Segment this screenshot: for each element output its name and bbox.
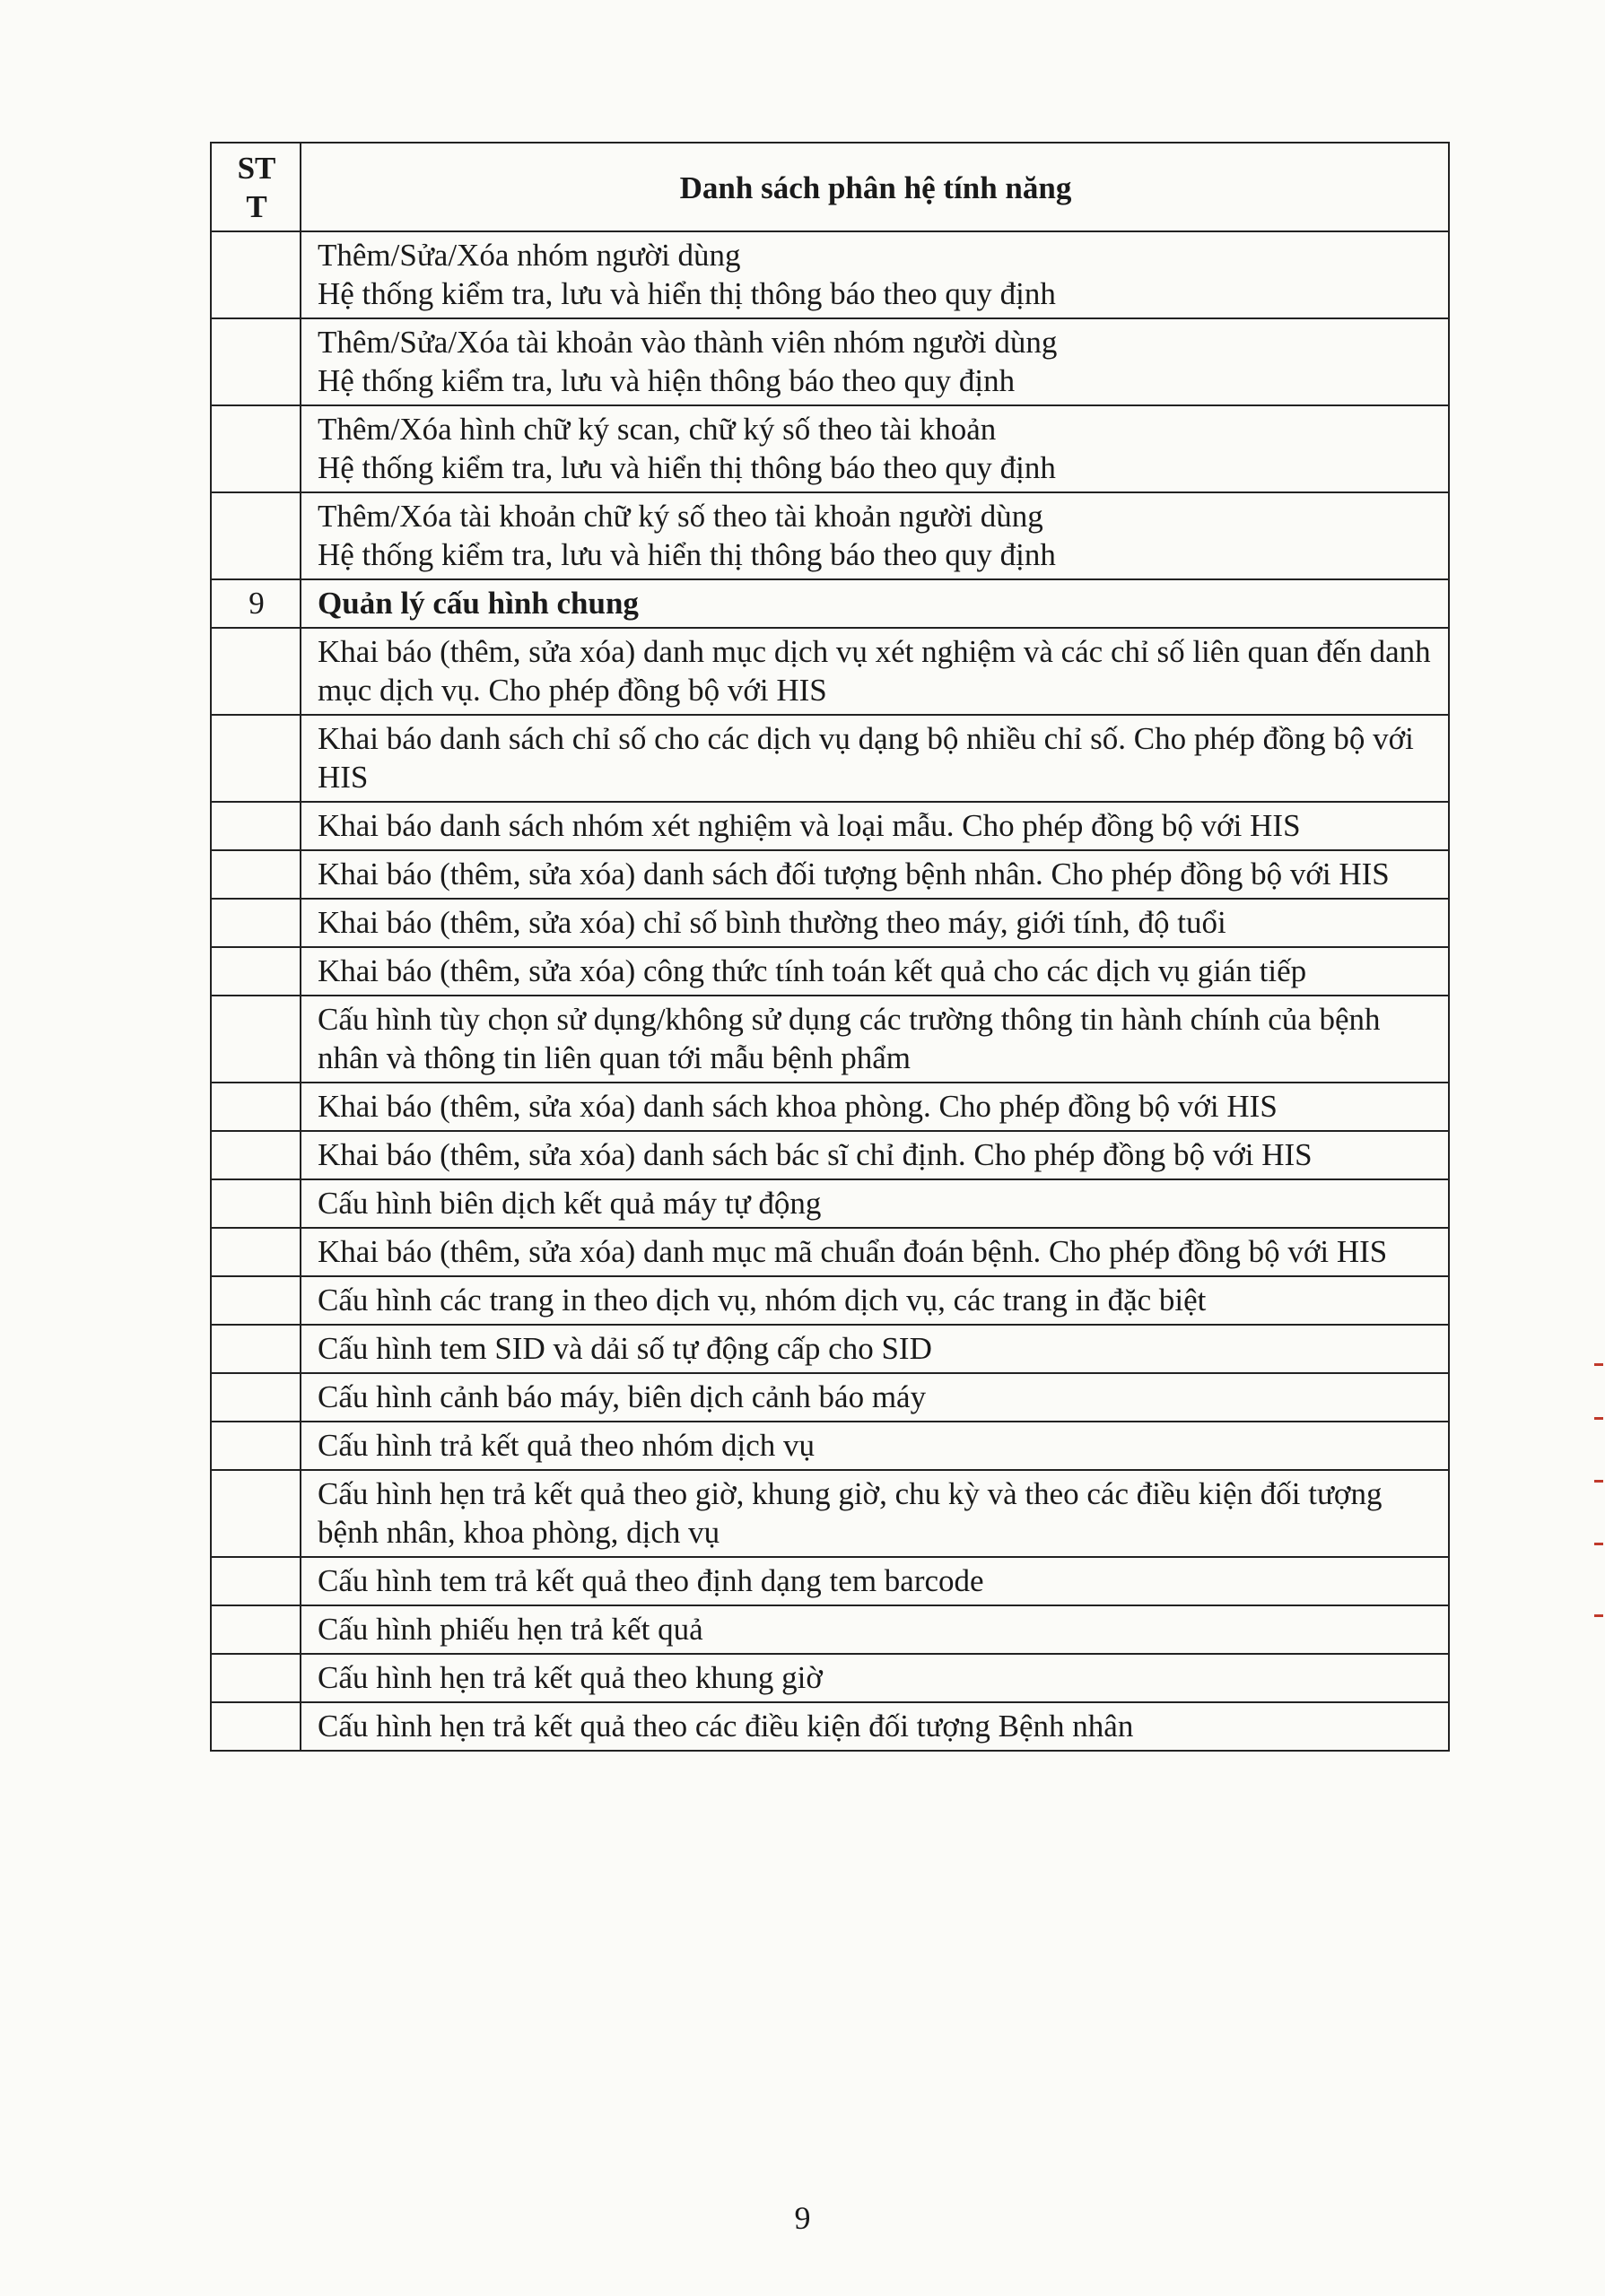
feature-text: Cấu hình cảnh báo máy, biên dịch cảnh báo máy xyxy=(318,1379,927,1414)
stt-cell xyxy=(211,1373,301,1422)
feature-cell xyxy=(301,715,1449,802)
stt-cell xyxy=(211,996,301,1083)
feature-cell xyxy=(301,996,1449,1083)
stt-cell xyxy=(211,1325,301,1373)
feature-cell xyxy=(301,1373,1449,1422)
table-row xyxy=(211,1702,1449,1751)
feature-text: Hệ thống kiểm tra, lưu và hiện thông báo theo quy định xyxy=(318,363,1016,398)
table-row xyxy=(211,405,1449,492)
table-row xyxy=(211,1083,1449,1131)
table-row xyxy=(211,492,1449,579)
feature-text: Khai báo danh sách chỉ số cho các dịch vụ dạng bộ nhiều chỉ số. Cho phép đồng bộ với HIS xyxy=(318,721,1414,795)
feature-text: Thêm/Xóa hình chữ ký scan, chữ ký số theo tài khoản xyxy=(318,412,997,447)
feature-cell xyxy=(301,1276,1449,1325)
stt-cell xyxy=(211,802,301,850)
stt-cell xyxy=(211,1228,301,1276)
feature-cell xyxy=(301,1422,1449,1470)
feature-cell xyxy=(301,1605,1449,1654)
stt-cell xyxy=(211,231,301,318)
stt-cell xyxy=(211,1422,301,1470)
feature-text: Khai báo (thêm, sửa xóa) danh sách khoa phòng. Cho phép đồng bộ với HIS xyxy=(318,1089,1278,1124)
feature-text: Thêm/Xóa tài khoản chữ ký số theo tài khoản người dùng xyxy=(318,499,1043,534)
feature-text: Khai báo (thêm, sửa xóa) danh mục dịch vụ xét nghiệm và các chỉ số liên quan đến danh mục dịch vụ. Cho phép đồng bộ với HIS xyxy=(318,634,1431,708)
table-row xyxy=(211,1228,1449,1276)
table-row xyxy=(211,1179,1449,1228)
stt-cell xyxy=(211,628,301,715)
feature-cell xyxy=(301,318,1449,405)
feature-text: Thêm/Sửa/Xóa tài khoản vào thành viên nhóm người dùng xyxy=(318,325,1058,360)
stt-cell xyxy=(211,1131,301,1179)
table-row xyxy=(211,628,1449,715)
table-row xyxy=(211,1557,1449,1605)
stt-cell xyxy=(211,1605,301,1654)
feature-text: Khai báo (thêm, sửa xóa) danh sách đối tượng bệnh nhân. Cho phép đồng bộ với HIS xyxy=(318,857,1390,891)
feature-text: Khai báo (thêm, sửa xóa) danh mục mã chuẩn đoán bệnh. Cho phép đồng bộ với HIS xyxy=(318,1234,1388,1269)
table-row xyxy=(211,850,1449,899)
feature-cell xyxy=(301,802,1449,850)
table-row xyxy=(211,1325,1449,1373)
stt-cell xyxy=(211,899,301,947)
page-number: 9 xyxy=(794,2200,811,2236)
feature-cell xyxy=(301,1654,1449,1702)
stt-cell xyxy=(211,492,301,579)
table-row xyxy=(211,1131,1449,1179)
feature-cell xyxy=(301,1131,1449,1179)
stt-cell xyxy=(211,1276,301,1325)
feature-text: Khai báo (thêm, sửa xóa) danh sách bác sĩ chỉ định. Cho phép đồng bộ với HIS xyxy=(318,1137,1313,1172)
table-row xyxy=(211,947,1449,996)
feature-cell xyxy=(301,405,1449,492)
feature-cell xyxy=(301,947,1449,996)
table-body xyxy=(211,231,1449,1751)
feature-cell xyxy=(301,492,1449,579)
feature-text: Cấu hình biên dịch kết quả máy tự động xyxy=(318,1186,822,1221)
feature-cell xyxy=(301,1228,1449,1276)
feature-cell xyxy=(301,628,1449,715)
feature-cell xyxy=(301,850,1449,899)
feature-text: Quản lý cấu hình chung xyxy=(318,586,639,621)
feature-text: Cấu hình tem SID và dải số tự động cấp cho SID xyxy=(318,1331,932,1366)
feature-text: Cấu hình tùy chọn sử dụng/không sử dụng các trường thông tin hành chính của bệnh nhân và thông tin liên quan tới mẫu bệnh phẩm xyxy=(318,1002,1381,1075)
feature-cell xyxy=(301,1179,1449,1228)
stt-cell xyxy=(211,947,301,996)
feature-text: Hệ thống kiểm tra, lưu và hiển thị thông báo theo quy định xyxy=(318,537,1056,572)
table-row xyxy=(211,715,1449,802)
table-row xyxy=(211,231,1449,318)
table-row xyxy=(211,1470,1449,1557)
feature-text: Cấu hình hẹn trả kết quả theo giờ, khung giờ, chu kỳ và theo các điều kiện đối tượng bệnh nhân, khoa phòng, dịch vụ xyxy=(318,1476,1383,1550)
stt-cell xyxy=(211,1654,301,1702)
stt-cell: 9 xyxy=(211,579,301,628)
stt-cell xyxy=(211,1179,301,1228)
stt-cell xyxy=(211,1702,301,1751)
section-title-cell xyxy=(301,579,1449,628)
stt-cell xyxy=(211,850,301,899)
feature-cell xyxy=(301,1083,1449,1131)
feature-text: Cấu hình hẹn trả kết quả theo các điều kiện đối tượng Bệnh nhân xyxy=(318,1709,1134,1744)
table-row xyxy=(211,1654,1449,1702)
table-row xyxy=(211,1422,1449,1470)
feature-text: Hệ thống kiểm tra, lưu và hiển thị thông báo theo quy định xyxy=(318,450,1056,485)
table-row xyxy=(211,802,1449,850)
stt-cell xyxy=(211,715,301,802)
table-row xyxy=(211,996,1449,1083)
feature-text: Khai báo danh sách nhóm xét nghiệm và loại mẫu. Cho phép đồng bộ với HIS xyxy=(318,808,1301,843)
feature-text: Khai báo (thêm, sửa xóa) chỉ số bình thường theo máy, giới tính, độ tuổi xyxy=(318,905,1226,940)
feature-text: Cấu hình phiếu hẹn trả kết quả xyxy=(318,1612,703,1647)
table-row xyxy=(211,1605,1449,1654)
header-stt: STT xyxy=(211,143,301,231)
stt-cell xyxy=(211,1470,301,1557)
table-row xyxy=(211,1276,1449,1325)
feature-cell xyxy=(301,1325,1449,1373)
stamp-edge-mark xyxy=(1592,1363,1605,1650)
feature-cell xyxy=(301,231,1449,318)
table-row xyxy=(211,899,1449,947)
feature-cell xyxy=(301,1470,1449,1557)
feature-text: Khai báo (thêm, sửa xóa) công thức tính toán kết quả cho các dịch vụ gián tiếp xyxy=(318,953,1307,988)
table-row xyxy=(211,1373,1449,1422)
feature-text: Cấu hình tem trả kết quả theo định dạng tem barcode xyxy=(318,1563,984,1598)
feature-cell xyxy=(301,899,1449,947)
feature-cell xyxy=(301,1557,1449,1605)
feature-text: Cấu hình các trang in theo dịch vụ, nhóm dịch vụ, các trang in đặc biệt xyxy=(318,1283,1207,1318)
feature-table xyxy=(210,142,1450,1752)
feature-text: Cấu hình trả kết quả theo nhóm dịch vụ xyxy=(318,1428,816,1463)
feature-text: Hệ thống kiểm tra, lưu và hiển thị thông báo theo quy định xyxy=(318,276,1056,311)
stt-cell xyxy=(211,318,301,405)
table-row xyxy=(211,318,1449,405)
section-row xyxy=(211,579,1449,628)
table-header-row xyxy=(211,143,1449,231)
stt-cell xyxy=(211,1083,301,1131)
feature-text: Thêm/Sửa/Xóa nhóm người dùng xyxy=(318,238,741,273)
stt-cell xyxy=(211,1557,301,1605)
feature-cell xyxy=(301,1702,1449,1751)
feature-text: Cấu hình hẹn trả kết quả theo khung giờ xyxy=(318,1660,823,1695)
stt-cell xyxy=(211,405,301,492)
header-feature-list: Danh sách phân hệ tính năng xyxy=(301,143,1449,231)
